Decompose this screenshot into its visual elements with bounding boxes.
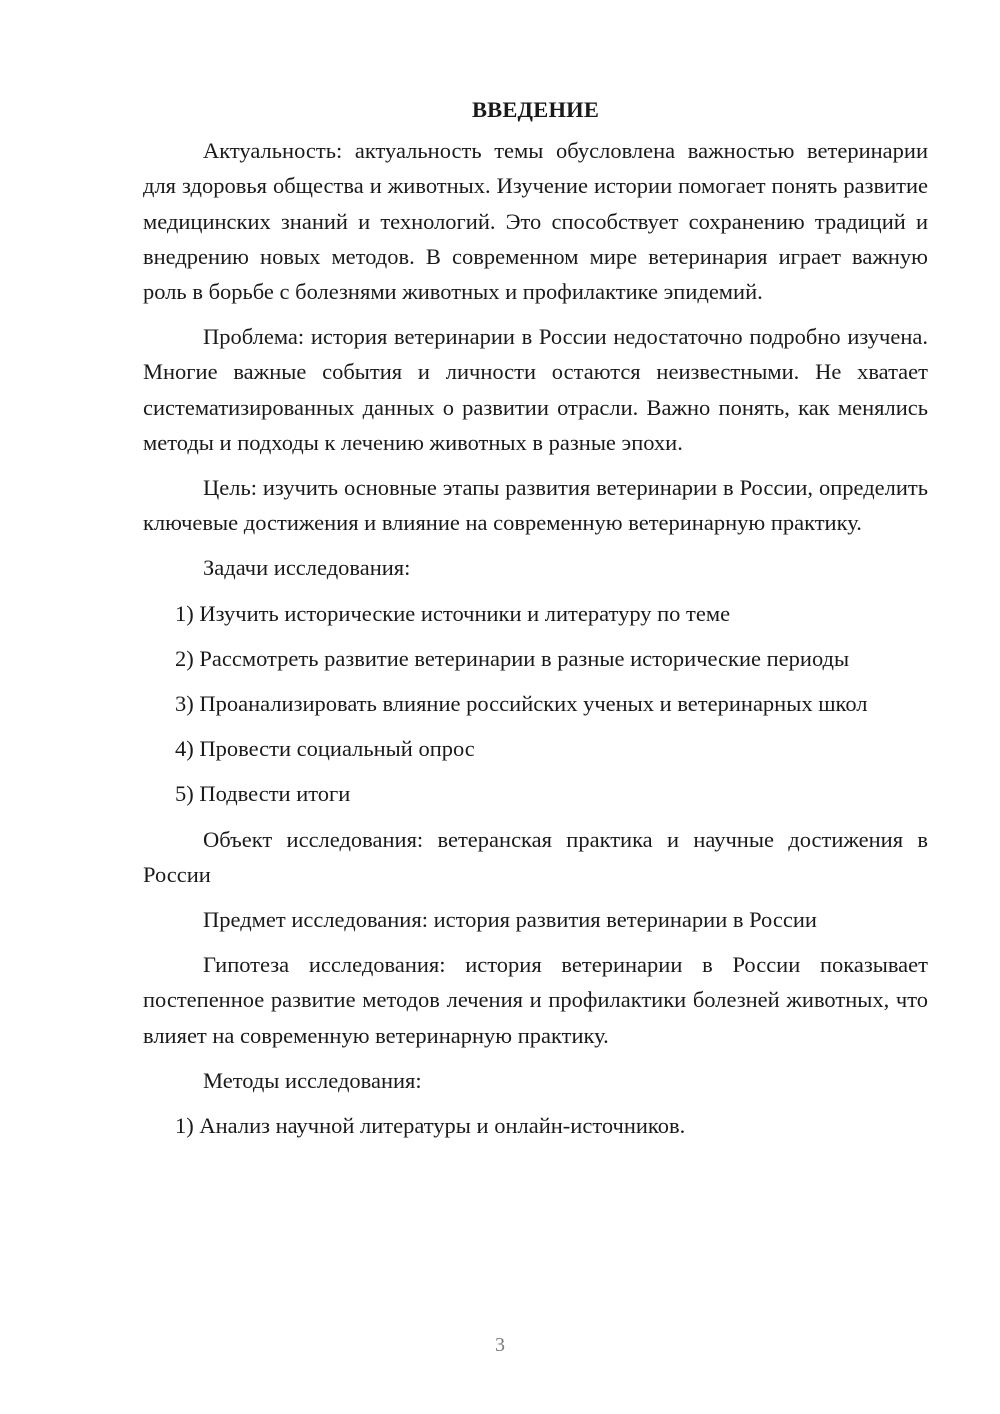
- task-item-5: 5) Подвести итоги: [175, 781, 351, 807]
- paragraph-hypothesis: Гипотеза исследования: история ветеринарии в России показывает постепенное развитие методов лечения и профилактики болезней животных, что влияет на современную ветеринарную практику.: [143, 952, 928, 1048]
- task-item-2: 2) Рассмотреть развитие ветеринарии в разные исторические периоды: [175, 645, 850, 671]
- paragraph-subject: Предмет исследования: история развития ветеринарии в России: [203, 907, 817, 933]
- task-item-4: 4) Провести социальный опрос: [175, 736, 475, 762]
- paragraph-relevance: Актуальность: актуальность темы обусловлена важностью ветеринарии для здоровья общества и животных. Изучение истории помогает понять развитие медицинских знаний и технологий. Это способствует сохранению традиций и внедрению новых методов. В современном мире ветеринария играет важную роль в борьбе с болезнями животных и профилактике эпидемий.: [143, 138, 928, 305]
- paragraph-problem: Проблема: история ветеринарии в России недостаточно подробно изучена. Многие важные события и личности остаются неизвестными. Не хватает систематизированных данных о развитии отрасли. Важно понять, как менялись методы и подходы к лечению животных в разные эпохи.: [143, 324, 928, 455]
- page-content: [143, 92, 928, 1153]
- method-item-1: 1) Анализ научной литературы и онлайн-источников.: [175, 1113, 686, 1139]
- page-title: ВВЕДЕНИЕ: [471, 97, 600, 122]
- paragraph-goal: Цель: изучить основные этапы развития ветеринарии в России, определить ключевые достижения и влияние на современную ветеринарную практику.: [143, 475, 928, 536]
- paragraph-object: Объект исследования: ветеранская практика и научные достижения в России: [143, 826, 928, 887]
- methods-list: [143, 1108, 928, 1143]
- tasks-list: [143, 596, 928, 812]
- methods-heading: Методы исследования:: [203, 1067, 422, 1093]
- task-item-3: 3) Проанализировать влияние российских ученых и ветеринарных школ: [175, 691, 868, 717]
- task-item-1: 1) Изучить исторические источники и литературу по теме: [175, 600, 731, 626]
- tasks-heading: Задачи исследования:: [203, 555, 411, 581]
- page-number: 3: [495, 1334, 505, 1356]
